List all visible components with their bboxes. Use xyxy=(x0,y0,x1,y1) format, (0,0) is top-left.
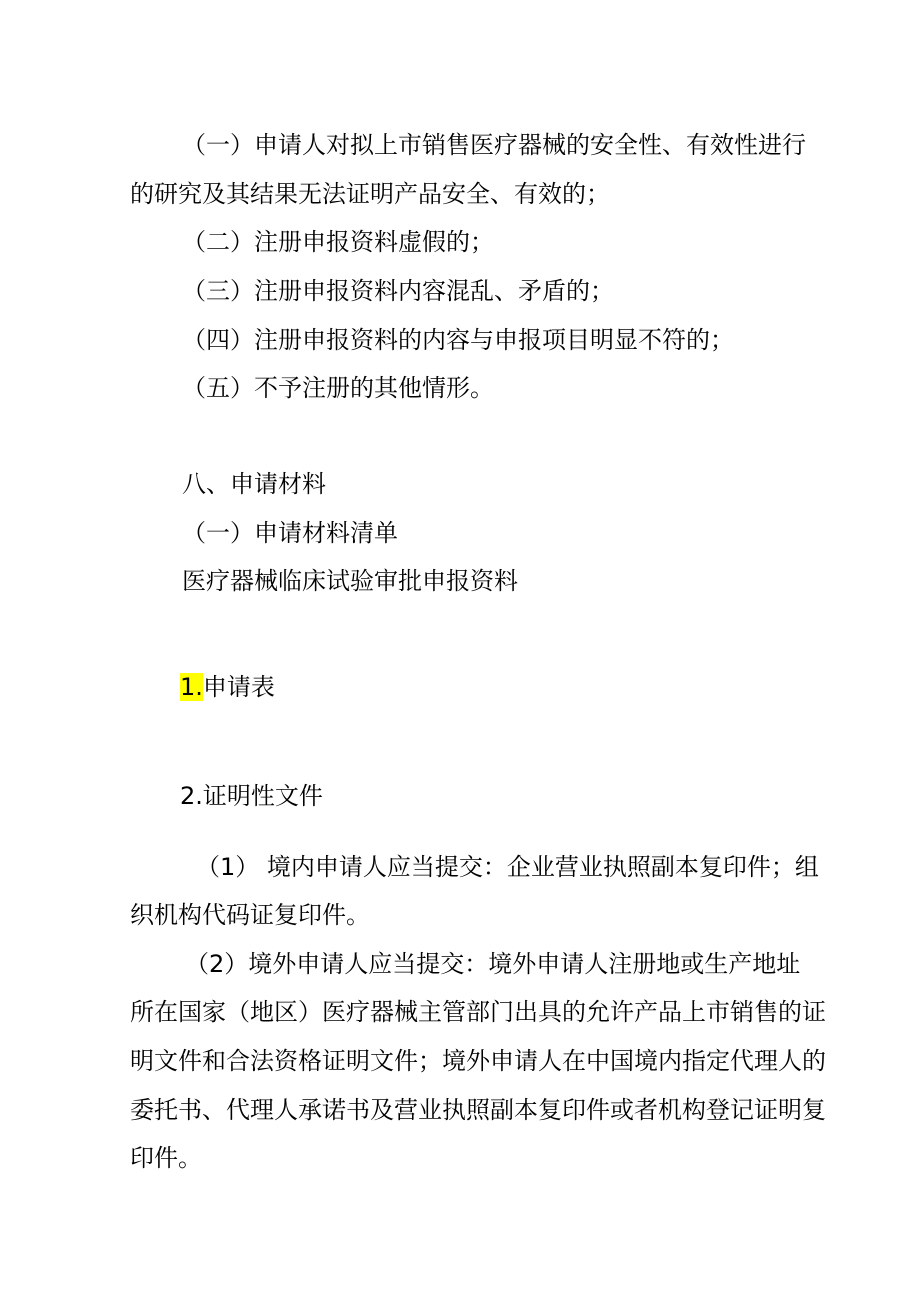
highlighted-number: 1. xyxy=(180,673,203,701)
paragraph-line: （四）注册申报资料的内容与申报项目明显不符的； xyxy=(182,326,734,354)
paragraph-line: 委托书、代理人承诺书及营业执照副本复印件或者机构登记证明复 xyxy=(130,1096,826,1124)
paragraph-line: 所在国家（地区）医疗器械主管部门出具的允许产品上市销售的证 xyxy=(130,998,826,1026)
section-heading: 八、申请材料 xyxy=(182,470,326,498)
paragraph-line: （五）不予注册的其他情形。 xyxy=(182,374,494,402)
paragraph-line: 明文件和合法资格证明文件；境外申请人在中国境内指定代理人的 xyxy=(130,1047,826,1075)
list-item-label: 申请表 xyxy=(202,673,275,701)
subsection-heading: （一）申请材料清单 xyxy=(182,519,398,547)
paragraph-line: 医疗器械临床试验审批申报资料 xyxy=(182,567,518,595)
paragraph-line: （三）注册申报资料内容混乱、矛盾的； xyxy=(182,277,614,305)
paragraph-line: 织机构代码证复印件。 xyxy=(130,901,370,929)
paragraph-line: （一）申请人对拟上市销售医疗器械的安全性、有效性进行 xyxy=(182,131,806,159)
paragraph-line: 的研究及其结果无法证明产品安全、有效的； xyxy=(130,180,610,208)
paragraph-line: （二）注册申报资料虚假的； xyxy=(182,228,494,256)
paragraph-line: 印件。 xyxy=(130,1144,202,1172)
paragraph-line: （1） 境内申请人应当提交：企业营业执照副本复印件；组 xyxy=(196,853,819,881)
paragraph-line: （2）境外申请人应当提交：境外申请人注册地或生产地址 xyxy=(185,950,801,978)
list-item: 2.证明性文件 xyxy=(180,782,323,810)
list-item xyxy=(180,663,275,711)
